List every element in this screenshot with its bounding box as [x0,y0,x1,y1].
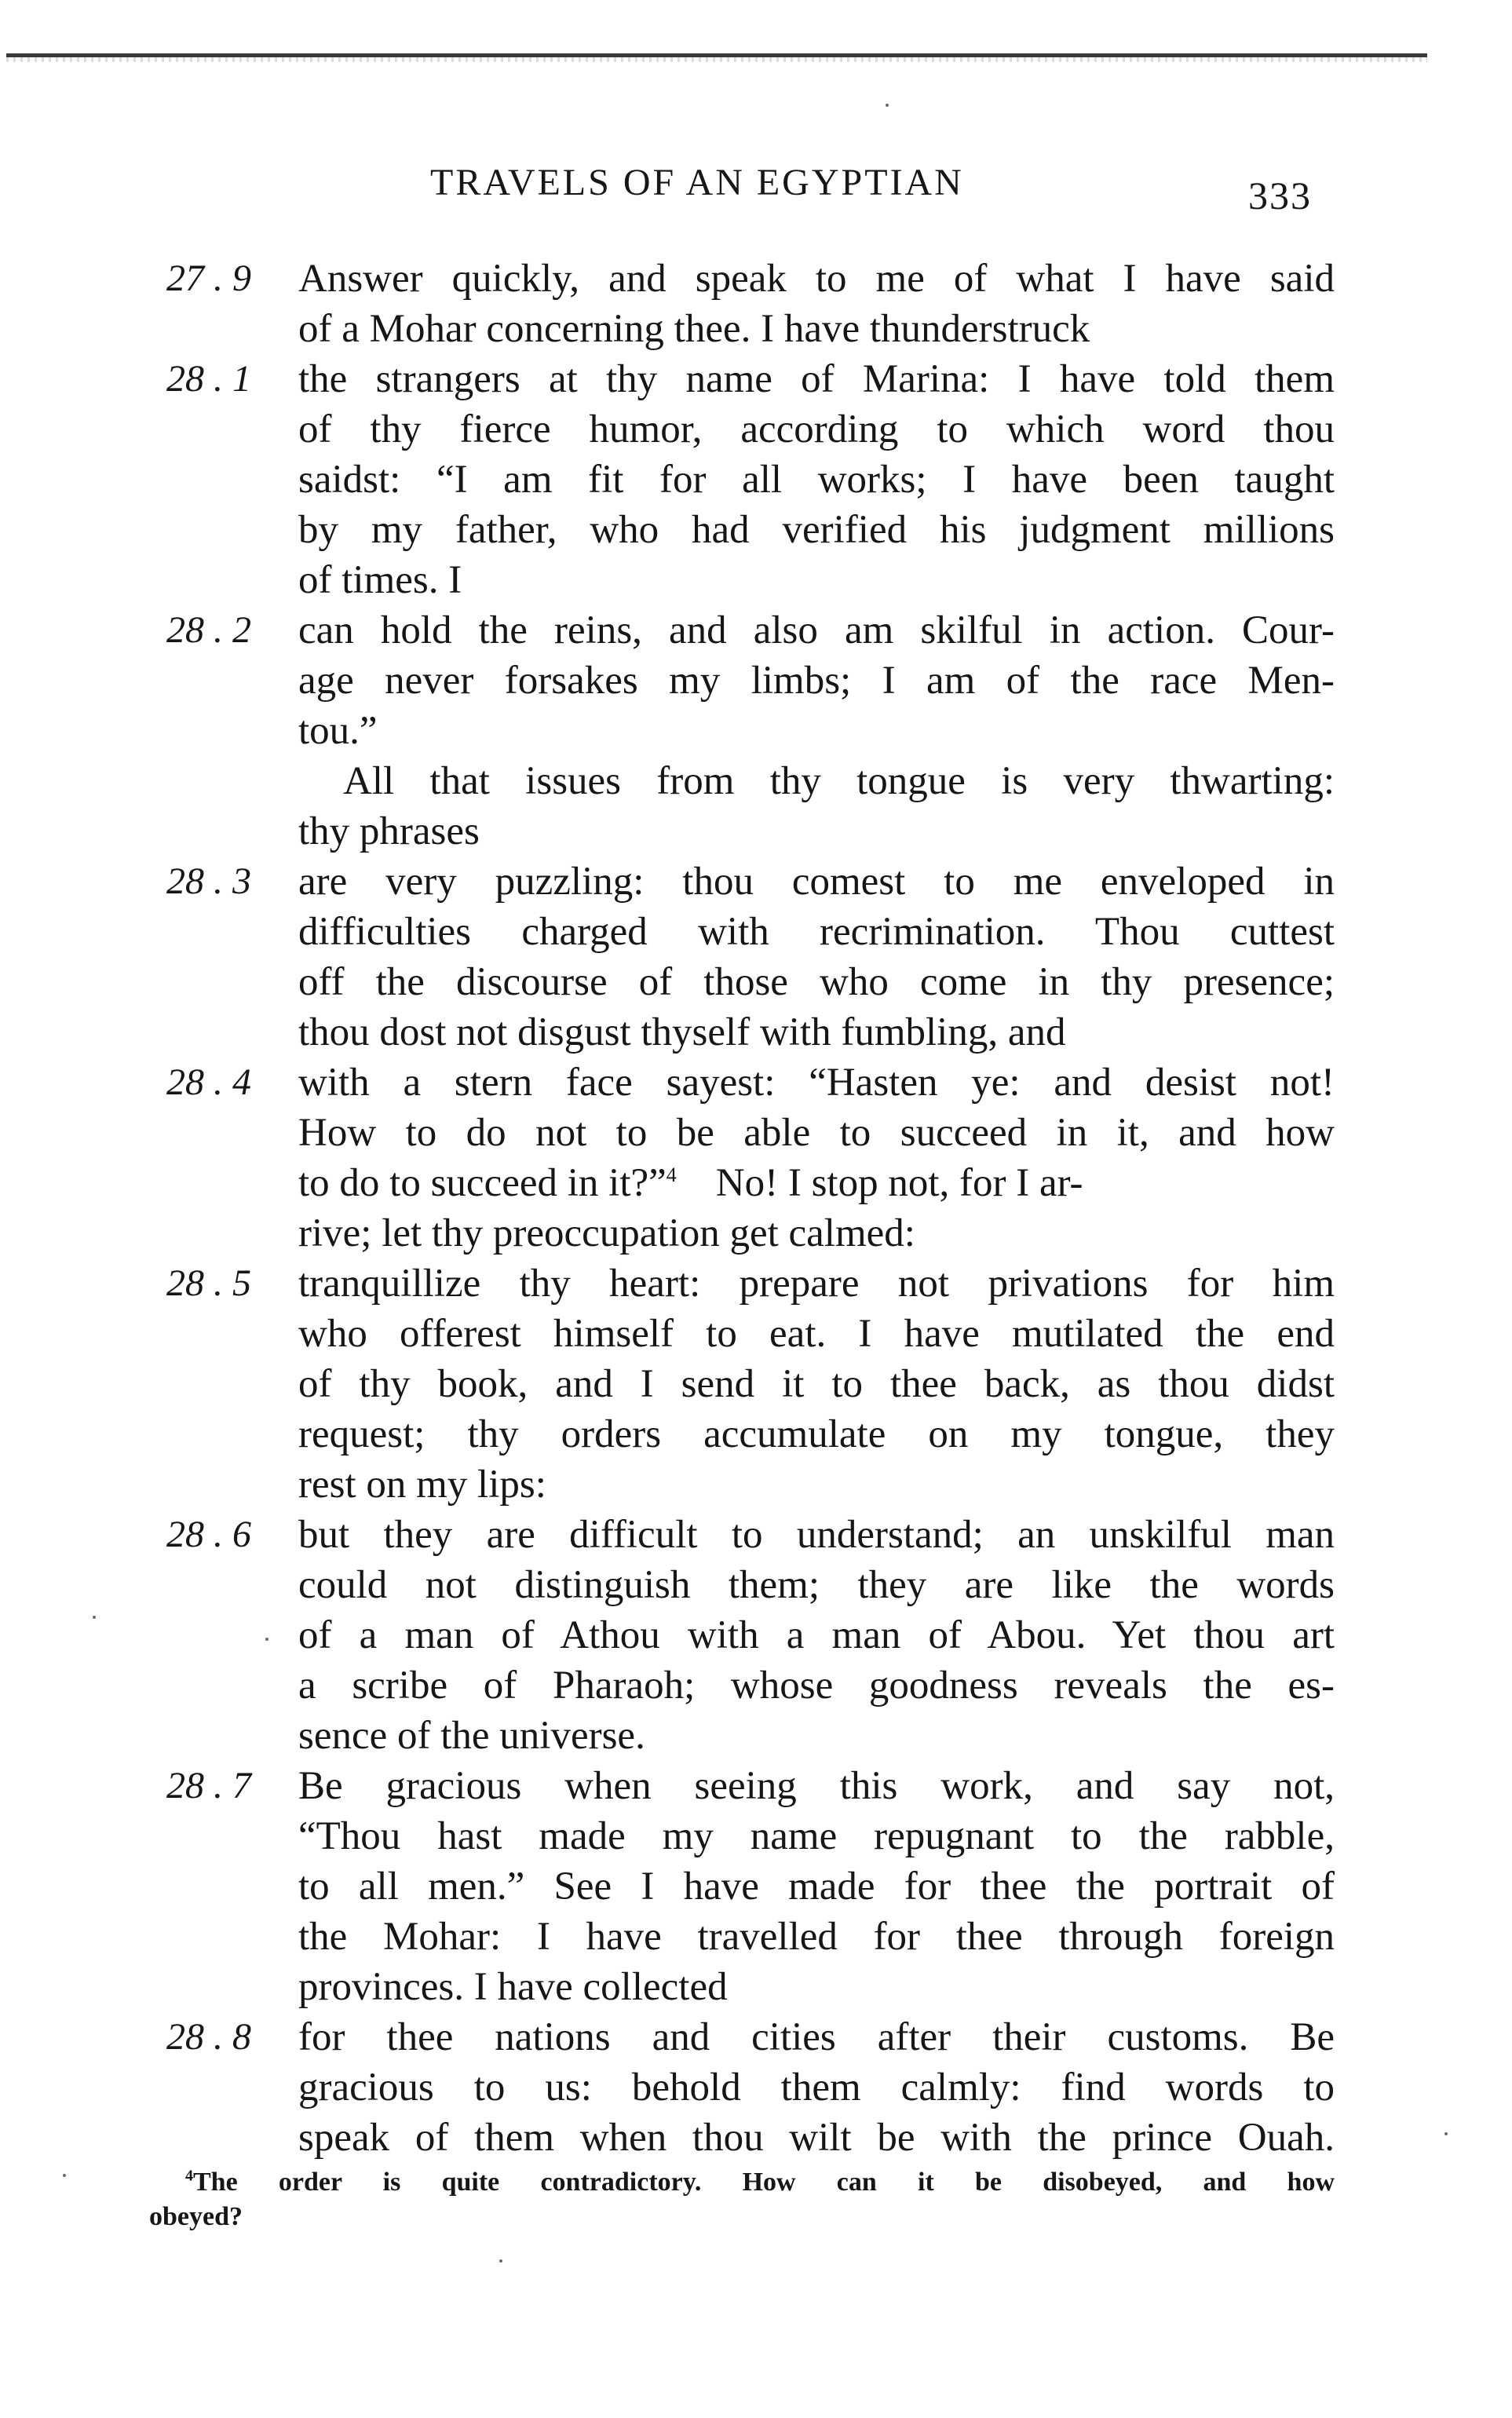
scan-speck [1444,2132,1448,2135]
text-line: but they are difficult to understand; an unskilful man [298,1513,1335,1557]
footnote [149,2165,1335,2234]
text-segment: to do to succeed in it?” [298,1161,667,1205]
scan-speck [93,1616,96,1619]
text-line: All that issues from thy tongue is very thwarting: [343,759,1335,803]
section-marker: 28 . 2 [166,609,251,651]
text-line: How to do not to be able to succeed in it, and how [298,1111,1335,1155]
text-line: gracious to us: behold them calmly: find words to [298,2066,1335,2109]
section-marker: 27 . 9 [166,258,251,299]
text-line: of a man of Athou with a man of Abou. Yet thou art [298,1613,1335,1657]
section-marker: 28 . 8 [166,2016,251,2058]
text-line: rive; let thy preoccupation get calmed: [298,1211,915,1255]
text-line: “Thou hast made my name repugnant to the rabble, [298,1814,1335,1858]
running-header: TRAVELS OF AN EGYPTIAN [430,162,964,203]
text-line: to all men.” See I have made for thee the portrait of [298,1865,1335,1908]
text-line: a scribe of Pharaoh; whose goodness reveals the es- [298,1664,1335,1708]
text-line: are very puzzling: thou comest to me enveloped in [298,860,1335,904]
text-line: tranquillize thy heart: prepare not privations for him [298,1262,1335,1306]
text-line: the Mohar: I have travelled for thee through foreign [298,1915,1335,1959]
top-rule-fringe [6,57,1427,62]
footnote-marker: 4 [185,2167,193,2185]
text-line: of times. I [298,558,462,602]
text-line: off the discourse of those who come in thy presence; [298,960,1335,1004]
footnote-text: The order is quite contradictory. How can it be disobeyed, and how [193,2168,1335,2197]
section-marker: 28 . 5 [166,1262,251,1304]
text-line: tou.” [298,709,378,753]
text-line: Be gracious when seeing this work, and say not, [298,1764,1335,1808]
section-marker: 28 . 3 [166,860,251,902]
text-line: could not distinguish them; they are like the words [298,1563,1335,1607]
text-segment: No! I stop not, for I ar- [715,1161,1083,1205]
scan-speck [63,2174,66,2177]
text-line: thy phrases [298,809,480,853]
text-line [298,1158,1335,1208]
text-line: saidst: “I am fit for all works; I have been taught [298,458,1335,502]
footnote-line: obeyed? [149,2202,243,2231]
scan-speck [499,2259,502,2263]
text-line: of thy book, and I send it to thee back, as thou didst [298,1362,1335,1406]
text-line: for thee nations and cities after their customs. Be [298,2015,1335,2059]
text-line: difficulties charged with recrimination. Thou cuttest [298,910,1335,954]
text-line: the strangers at thy name of Marina: I have told them [298,357,1335,401]
text-line: age never forsakes my limbs; I am of the race Men- [298,659,1335,703]
section-marker: 28 . 7 [166,1765,251,1806]
text-line: request; thy orders accumulate on my tongue, they [298,1412,1335,1456]
text-line: can hold the reins, and also am skilful in action. Cour- [298,608,1335,652]
text-line: thou dost not disgust thyself with fumbling, and [298,1010,1066,1054]
text-line: sence of the universe. [298,1714,645,1758]
text-line: with a stern face sayest: “Hasten ye: and desist not! [298,1061,1335,1105]
text-line: speak of them when thou wilt be with the prince Ouah. [298,2116,1335,2160]
footnote-line [149,2165,1335,2200]
text-line: who offerest himself to eat. I have mutilated the end [298,1312,1335,1356]
section-marker: 28 . 1 [166,358,251,400]
text-line: Answer quickly, and speak to me of what I have said [298,257,1335,301]
text-line: of a Mohar concerning thee. I have thunderstruck [298,307,1090,351]
text-line: provinces. I have collected [298,1965,728,2009]
text-line: by my father, who had verified his judgment millions [298,508,1335,552]
footnote-reference: 4 [666,1163,677,1186]
section-marker: 28 . 6 [166,1514,251,1555]
text-line: rest on my lips: [298,1463,546,1507]
page-number: 333 [1248,173,1312,217]
text-line: of thy fierce humor, according to which word thou [298,407,1335,451]
scan-speck [886,104,889,107]
section-marker: 28 . 4 [166,1061,251,1103]
scan-speck [265,1638,268,1641]
